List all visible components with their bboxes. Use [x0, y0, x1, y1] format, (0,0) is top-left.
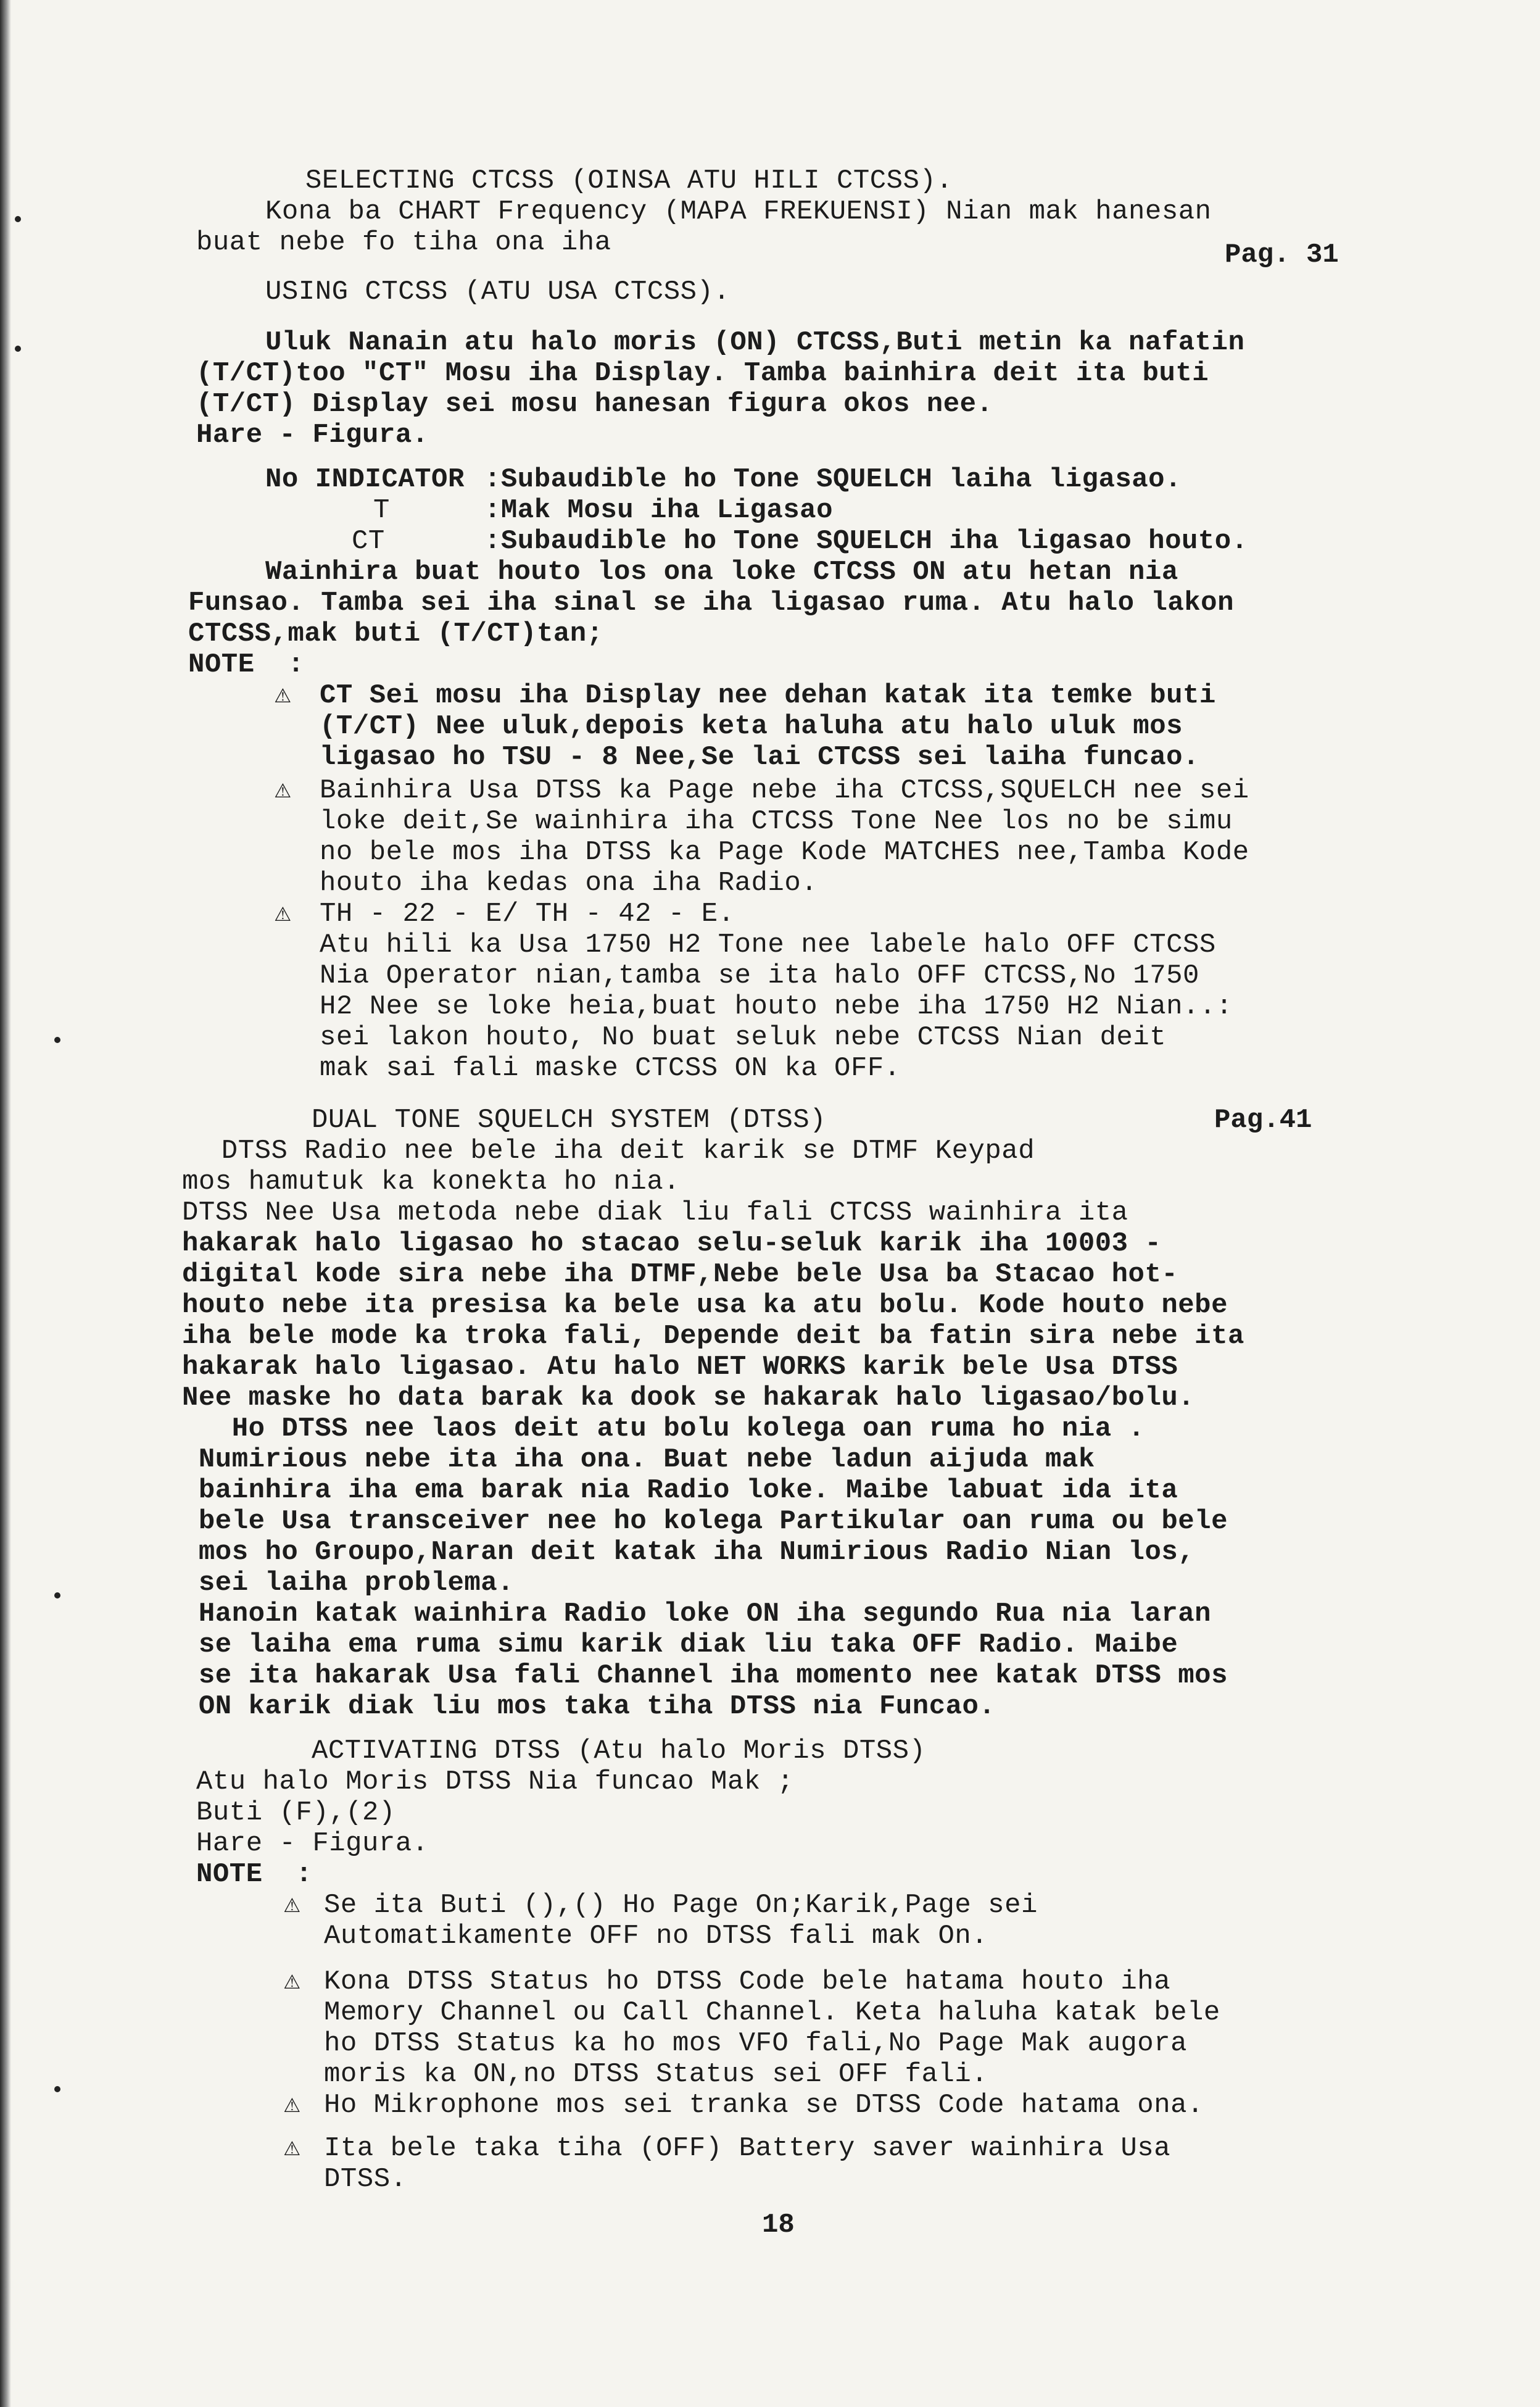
- text-line: DTSS Nee Usa metoda nebe diak liu fali CTCSS wainhira ita: [182, 1197, 1128, 1228]
- punch-mark: [15, 216, 21, 222]
- note-text: sei lakon houto, No buat seluk nebe CTCSS Nian deit: [320, 1022, 1167, 1053]
- text-line: Hare - Figura.: [196, 1828, 429, 1859]
- note-text: Ho Mikrophone mos sei tranka se DTSS Code hatama ona.: [324, 2090, 1204, 2121]
- note-text: CT Sei mosu iha Display nee dehan katak ita temke buti: [320, 680, 1216, 711]
- text-line: bainhira iha ema barak nia Radio loke. Maibe labuat ida ita: [182, 1475, 1178, 1506]
- text-line: iha bele mode ka troka fali, Depende deit ba fatin sira nebe ita: [182, 1321, 1244, 1352]
- note-text: Atu hili ka Usa 1750 H2 Tone nee labele halo OFF CTCSS: [320, 929, 1216, 960]
- text-line: Buti (F),(2): [196, 1797, 395, 1828]
- note-text: H2 Nee se loke heia,buat houto nebe iha 1750 H2 Nian..:: [320, 991, 1233, 1022]
- warning-triangle-icon: ⚠: [284, 1890, 300, 1921]
- note-text: Kona DTSS Status ho DTSS Code bele hatama houto iha: [324, 1966, 1171, 1997]
- indicator-text: :Subaudible ho Tone SQUELCH iha ligasao houto.: [484, 526, 1248, 557]
- text-line: se laiha ema ruma simu karik diak liu taka OFF Radio. Maibe: [182, 1629, 1178, 1660]
- warning-triangle-icon: ⚠: [284, 2090, 300, 2121]
- text-line: se ita hakarak Usa fali Channel iha momento nee katak DTSS mos: [182, 1660, 1228, 1691]
- indicator-label: No INDICATOR: [265, 464, 465, 495]
- text-line: CTCSS,mak buti (T/CT)tan;: [188, 618, 603, 649]
- warning-triangle-icon: ⚠: [284, 1966, 300, 1997]
- text-line: bele Usa transceiver nee ho kolega Partikular oan ruma ou bele: [182, 1506, 1228, 1537]
- text-line: mos hamutuk ka konekta ho nia.: [182, 1166, 681, 1197]
- heading-selecting-ctcss: SELECTING CTCSS (OINSA ATU HILI CTCSS).: [305, 165, 953, 196]
- text-line: Nee maske ho data barak ka dook se hakarak halo ligasao/bolu.: [182, 1382, 1195, 1413]
- note-text: houto iha kedas ona iha Radio.: [320, 868, 818, 899]
- text-line: Kona ba CHART Frequency (MAPA FREKUENSI) Nian mak hanesan: [265, 196, 1212, 227]
- note-text: Memory Channel ou Call Channel. Keta haluha katak bele: [324, 1997, 1220, 2028]
- text-line: ON karik diak liu mos taka tiha DTSS nia Funcao.: [182, 1691, 996, 1722]
- indicator-text: :Subaudible ho Tone SQUELCH laiha ligasao.: [484, 464, 1182, 495]
- warning-triangle-icon: ⚠: [284, 2133, 300, 2164]
- note-text: (T/CT) Nee uluk,depois keta haluha atu halo uluk mos: [320, 711, 1183, 742]
- note-text: Automatikamente OFF no DTSS fali mak On.: [324, 1921, 988, 1952]
- text-line: Uluk Nanain atu halo moris (ON) CTCSS,Buti metin ka nafatin: [265, 327, 1245, 358]
- text-line: hakarak halo ligasao. Atu halo NET WORKS karik bele Usa DTSS: [182, 1352, 1178, 1382]
- page-number: 18: [762, 2210, 795, 2240]
- text-line: mos ho Groupo,Naran deit katak iha Numirious Radio Nian los,: [182, 1537, 1195, 1568]
- text-line: DTSS Radio nee bele iha deit karik se DTMF Keypad: [188, 1136, 1035, 1166]
- note-text: ligasao ho TSU - 8 Nee,Se lai CTCSS sei laiha funcao.: [320, 742, 1199, 773]
- text-line: Numirious nebe ita iha ona. Buat nebe ladun aijuda mak: [182, 1444, 1095, 1475]
- indicator-label: CT: [352, 526, 385, 557]
- text-line: digital kode sira nebe iha DTMF,Nebe bele Usa ba Stacao hot-: [182, 1259, 1178, 1290]
- note-text: mak sai fali maske CTCSS ON ka OFF.: [320, 1053, 901, 1084]
- note-text: no bele mos iha DTSS ka Page Kode MATCHES nee,Tamba Kode: [320, 837, 1249, 868]
- warning-triangle-icon: ⚠: [275, 775, 291, 806]
- note-label: NOTE :: [188, 649, 305, 680]
- warning-triangle-icon: ⚠: [275, 899, 291, 929]
- note-text: loke deit,Se wainhira iha CTCSS Tone Nee los no be simu: [320, 806, 1233, 837]
- text-line: buat nebe fo tiha ona iha: [196, 227, 611, 258]
- text-line: sei laiha problema.: [182, 1568, 515, 1598]
- note-text: moris ka ON,no DTSS Status sei OFF fali.: [324, 2059, 988, 2090]
- note-text: Bainhira Usa DTSS ka Page nebe iha CTCSS,SQUELCH nee sei: [320, 775, 1249, 806]
- punch-mark: [15, 346, 21, 352]
- punch-mark: [54, 1037, 60, 1043]
- note-text: ho DTSS Status ka ho mos VFO fali,No Page Mak augora: [324, 2028, 1188, 2059]
- punch-mark: [54, 1592, 60, 1598]
- text-line: hakarak halo ligasao ho stacao selu-seluk karik iha 10003 -: [182, 1228, 1162, 1259]
- indicator-text: :Mak Mosu iha Ligasao: [484, 495, 833, 526]
- heading-dtss: DUAL TONE SQUELCH SYSTEM (DTSS): [312, 1105, 827, 1136]
- text-line: Atu halo Moris DTSS Nia funcao Mak ;: [196, 1766, 794, 1797]
- note-label: NOTE :: [196, 1859, 313, 1890]
- note-text: Ita bele taka tiha (OFF) Battery saver wainhira Usa: [324, 2133, 1171, 2164]
- text-line: (T/CT) Display sei mosu hanesan figura okos nee.: [196, 389, 993, 420]
- punch-mark: [54, 2086, 60, 2092]
- text-line: (T/CT)too "CT" Mosu iha Display. Tamba bainhira deit ita buti: [196, 358, 1209, 389]
- text-line: Hanoin katak wainhira Radio loke ON iha segundo Rua nia laran: [182, 1598, 1212, 1629]
- text-line: houto nebe ita presisa ka bele usa ka atu bolu. Kode houto nebe: [182, 1290, 1228, 1321]
- note-text: DTSS.: [324, 2164, 407, 2195]
- heading-activating-dtss: ACTIVATING DTSS (Atu halo Moris DTSS): [312, 1736, 926, 1766]
- note-text: TH - 22 - E/ TH - 42 - E.: [320, 899, 735, 929]
- text-line: Funsao. Tamba sei iha sinal se iha ligasao ruma. Atu halo lakon: [188, 588, 1234, 618]
- indicator-label: T: [373, 495, 390, 526]
- scan-edge-shadow: [0, 0, 11, 2407]
- page-reference: Pag.41: [1214, 1105, 1312, 1136]
- text-line: Wainhira buat houto los ona loke CTCSS ON atu hetan nia: [265, 557, 1178, 588]
- heading-using-ctcss: USING CTCSS (ATU USA CTCSS).: [265, 276, 731, 307]
- note-text: Se ita Buti (),() Ho Page On;Karik,Page sei: [324, 1890, 1038, 1921]
- text-line: Hare - Figura.: [196, 420, 429, 451]
- page-reference: Pag. 31: [1225, 239, 1339, 270]
- warning-triangle-icon: ⚠: [275, 680, 291, 711]
- text-line: Ho DTSS nee laos deit atu bolu kolega oan ruma ho nia .: [182, 1413, 1145, 1444]
- note-text: Nia Operator nian,tamba se ita halo OFF CTCSS,No 1750: [320, 960, 1199, 991]
